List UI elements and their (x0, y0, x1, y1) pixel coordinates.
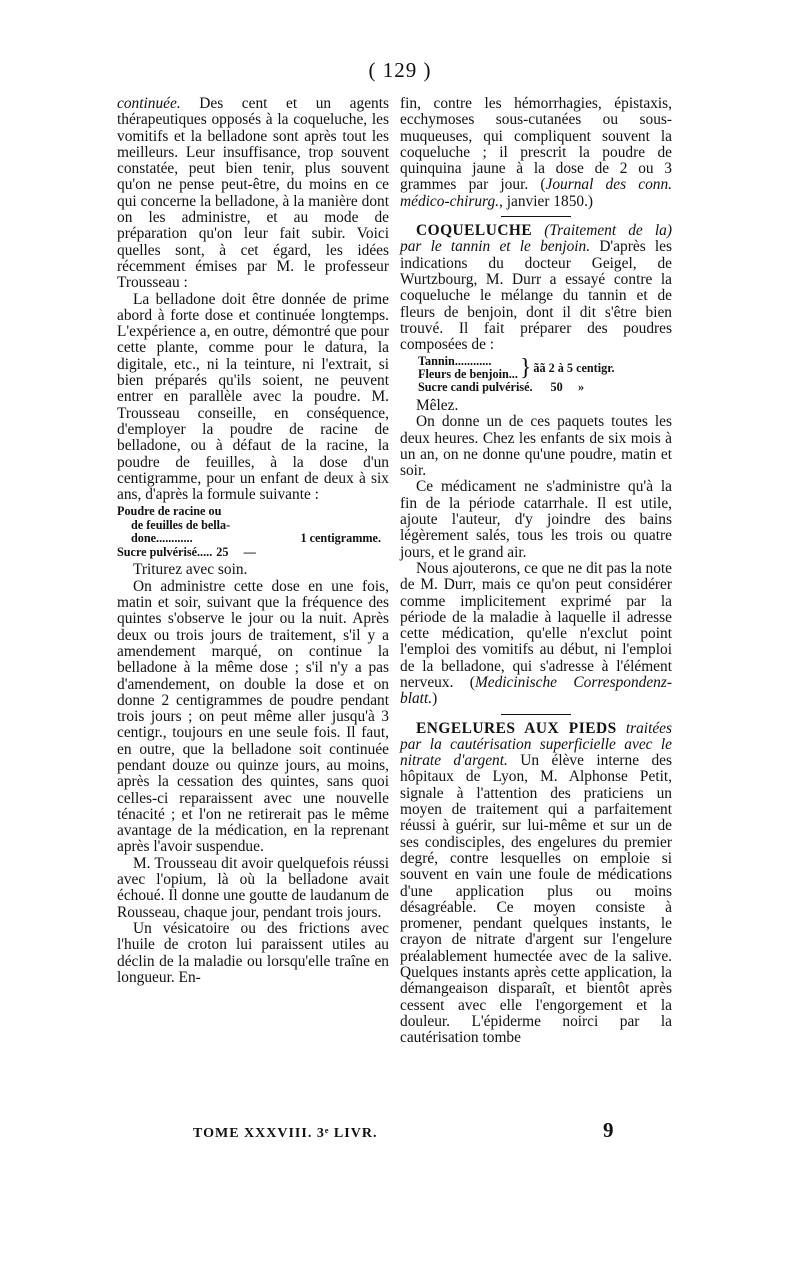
recipe-formula (117, 505, 389, 559)
paragraph: Mêlez. (416, 396, 459, 414)
recipe-formula (400, 355, 672, 395)
article-subtitle: (Traitement de la) par le tannin et le benjoin. (400, 222, 672, 256)
article-title: COQUELUCHE (416, 222, 533, 240)
signature-mark: TOME XXXVIII. 3ᵉ LIVR. (193, 1126, 378, 1141)
paragraph: Ce médicament ne s'administre qu'à la fin de la période catarrhale. Il est utile, ajoute l'auteur, d'y joindre des bains légèrement salés, tous les trois ou quatre jours, et le grand air. (400, 478, 672, 561)
article-heading-paragraph (400, 721, 672, 1047)
section-divider (501, 714, 571, 715)
brace-symbol: } (519, 355, 532, 382)
recipe-ingredients (418, 355, 518, 381)
italic-text: continuée. (117, 95, 181, 112)
citation: Journal des conn. médico-chirurg. (400, 176, 672, 210)
paragraph: Triturez avec soin. (133, 561, 248, 579)
article-subtitle: traitées par la cautérisation superficielle avec le nitrate d'argent. (400, 719, 672, 770)
recipe-row (418, 381, 672, 395)
recipe-group (418, 355, 672, 381)
recipe-line: Poudre de racine ou (117, 504, 222, 519)
paragraph: La belladone doit être donnée de prime abord à forte dose et continuée longtemps. L'expérience a, en outre, démontré que pour cette plante, comme pour le datura, la digitale, etc., ni la teinture, ni l'extrait, si bien préparés qu'ils soient, ne peuvent entrer en parallèle avec la poudre. M. Trousseau conseille, en conséquence, d'employer la poudre de racine de belladone, ou à défaut de la racine, la poudre de feuilles, à la dose d'un centigramme, pour un enfant de deux à six ans, d'après la formule suivante : (117, 290, 389, 504)
paragraph-text: Un élève interne des hôpitaux de Lyon, M. Alphonse Petit, signale à l'attention des praticiens un moyen de traitement qui a parfaitement réussi à guérir, sur lui-même et sur un de ses condisciples, des engelures du premier degré, contre lesquelles on emploie si souvent en vain une foule de médications d'une application plus ou moins désagréable. Ce moyen consiste à promener, pendant quelques instants, le crayon de nitrate d'argent sur l'engelure préalablement humectée avec de la salive. Quelques instants après cette application, la démangeaison disparaît, et bientôt après cessent avec elle l'engorgement et la douleur. L'épiderme noirci par la cautérisation tombe (400, 752, 672, 1047)
recipe-quantity: 1 centigramme. (300, 531, 381, 546)
article-title: ENGELURES AUX PIEDS (416, 719, 617, 737)
recipe-ingredient: Tannin............ (418, 354, 492, 369)
paragraph: M. Trousseau dit avoir quelquefois réussi avec l'opium, là où la belladone avait échoué. Il donne une goutte de laudanum de Rousseau, chaque jour, pendant trois jours. (117, 854, 389, 921)
paragraph-text: Des cent et un agents thérapeutiques opposés à la coqueluche, les vomitifs et la belladone sont après tout les meilleurs. Leur insuffisance, trop souvent constatée, peut bien tenir, plus souvent qu'on ne pense peut-être, du moins en ce qui concerne la belladone, à la manière dont on les administre, et au mode de préparation qu'on leur fait subir. Voici quelles sont, à cet égard, les idées récemment émises par M. le professeur Trousseau : (117, 95, 389, 292)
recipe-quantity: 50 » (550, 380, 585, 395)
citation: Medicinische Correspondenz-blatt. (400, 674, 672, 708)
recipe-quantity: 25 — (216, 544, 256, 559)
recipe-ingredient: Sucre pulvérisé..... (117, 544, 213, 559)
recipe-row (117, 546, 389, 560)
section-divider (501, 216, 571, 217)
right-column (400, 96, 672, 1047)
left-column (117, 96, 389, 986)
recipe-quantity: ãã 2 à 5 centigr. (533, 360, 615, 375)
paragraph-text: , janvier 1850.) (499, 192, 594, 210)
paragraph-text: ) (432, 690, 438, 708)
recipe-row (117, 532, 389, 546)
paragraph-text: fin, contre les hémorrhagies, épistaxis, ecchymoses sous-cutanées ou sous-muqueuses, qui compliquent souvent la coqueluche ; il prescrit la poudre de quinquina jaune à la dose de 2 ou 3 grammes par jour. ( (400, 95, 672, 194)
page-number: ( 129 ) (368, 58, 432, 82)
paragraph: Un vésicatoire ou des frictions avec l'huile de croton lui paraissent utiles au déclin de la maladie ou lorsqu'elle traîne en longueur. En- (117, 919, 389, 986)
article-heading-paragraph (400, 223, 672, 353)
recipe-ingredient: done............ (131, 531, 193, 546)
recipe-ingredient: Sucre candi pulvérisé. (418, 380, 533, 395)
paragraph-text: Nous ajouterons, ce que ne dit pas la note de M. Durr, mais ce qu'on peut considérer comme implicitement exprimé par la période de la maladie à laquelle il adresse cette médication, qu'elle n'exclut point l'emploi des vomitifs au début, ni l'emploi de la belladone, qui s'adresse à l'élément nerveux. ( (400, 559, 673, 691)
signature-number: 9 (603, 1118, 614, 1142)
paragraph (400, 561, 672, 708)
paragraph: On donne un de ces paquets toutes les deux heures. Chez les enfants de six mois à un an, on ne donne qu'une poudre, matin et soir. (400, 413, 672, 480)
paragraph: On administre cette dose en une fois, matin et soir, suivant que la fréquence des quintes s'observe le jour ou la nuit. Après deux ou trois jours de traitement, s'il y a amendement marqué, on continue la belladone à la même dose ; s'il n'y a pas d'amendement, on double la dose et on donne 2 centigrammes de poudre pendant trois jours ; on peut même aller jusqu'à 3 centigr., toujours en une seule fois. Il faut, en outre, que la belladone soit continuée pendant douze ou quinze jours, au moins, après la cessation des quintes, sans quoi celles-ci reparaissent avec une nouvelle ténacité ; et l'on ne retirerait pas le même avantage de la médication, en la reprenant après l'avoir suspendue. (117, 577, 389, 856)
paragraph-text: D'après les indications du docteur Geigel, de Wurtzbourg, M. Durr a essayé contre la coqueluche le mélange du tannin et de fleurs de benjoin, dont il dit s'être bien trouvé. Il fait préparer des poudres composées de : (400, 238, 672, 354)
paragraph (400, 96, 672, 210)
paragraph (117, 96, 389, 292)
recipe-line: de feuilles de bella- (131, 517, 231, 532)
recipe-ingredient: Fleurs de benjoin... (418, 367, 518, 382)
